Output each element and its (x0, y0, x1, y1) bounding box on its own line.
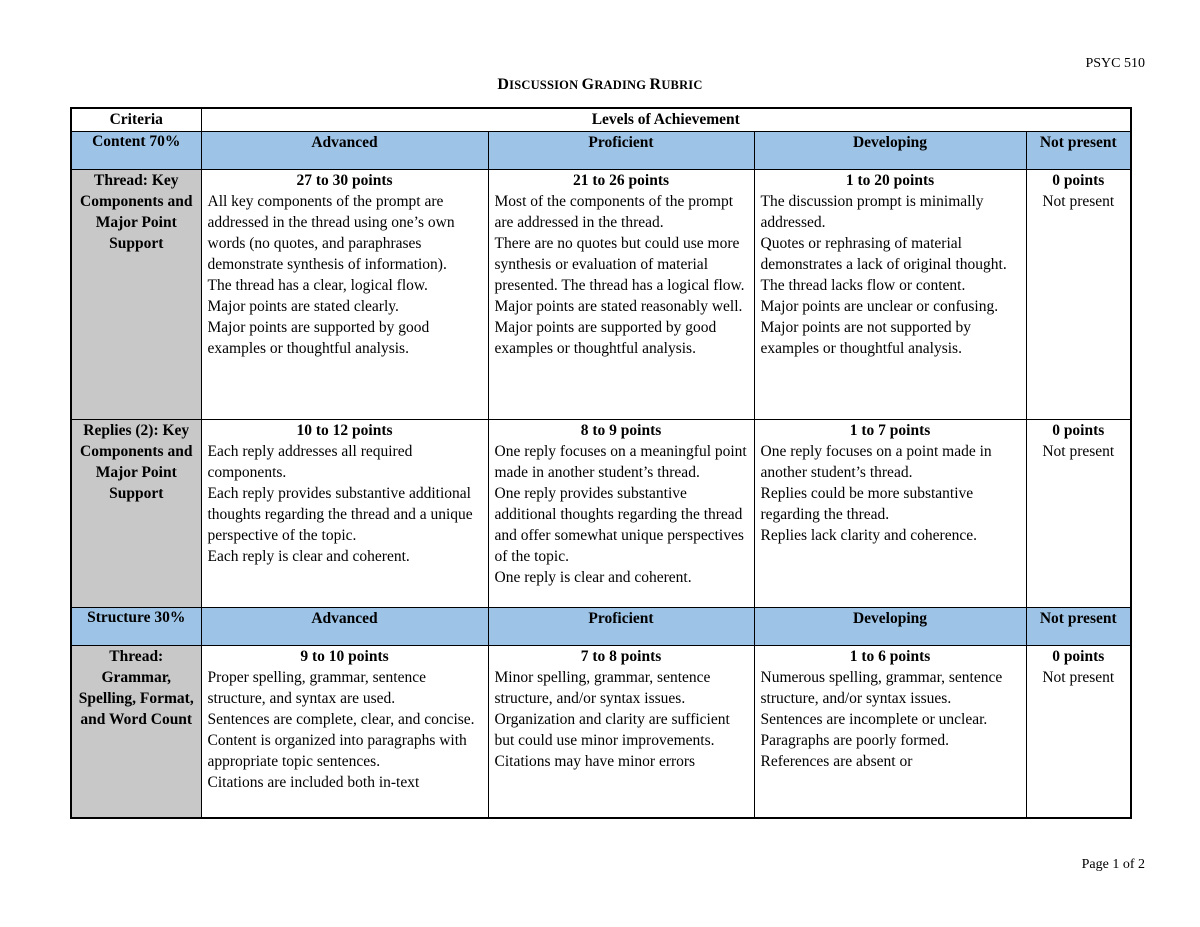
descriptor-line: Most of the components of the prompt are addressed in the thread. (494, 193, 733, 231)
points-range: 21 to 26 points (572, 172, 670, 189)
level-cell (754, 170, 1026, 420)
descriptor-line: Not present (1042, 443, 1115, 460)
level-cell (488, 646, 754, 818)
descriptor-line: References are absent or (760, 753, 913, 770)
title-part: RADING (594, 78, 650, 92)
criterion-label: Thread: Grammar, Spelling, Format, and Word Count (71, 646, 201, 818)
descriptor-line: Each reply provides substantive additional thoughts regarding the thread and a unique perspective of the topic. (207, 485, 473, 544)
descriptor-line: Replies could be more substantive regarding the thread. (760, 485, 974, 523)
descriptor-line: Replies lack clarity and coherence. (760, 527, 977, 544)
criteria-header: Criteria (71, 108, 201, 132)
level-cell (488, 420, 754, 608)
level-cell (1026, 170, 1131, 420)
descriptor-line: Organization and clarity are sufficient but could use minor improvements. (494, 711, 730, 749)
level-header: Proficient (488, 608, 754, 646)
level-cell (201, 170, 488, 420)
points-range: 0 points (1052, 648, 1105, 665)
descriptor-line: Sentences are complete, clear, and concise. (207, 711, 475, 728)
level-header: Not present (1026, 608, 1131, 646)
descriptor-line: One reply focuses on a point made in another student’s thread. (760, 443, 992, 481)
title-part: R (649, 76, 662, 93)
level-cell (201, 646, 488, 818)
descriptor-line: Each reply is clear and coherent. (207, 548, 410, 565)
descriptor-line: The thread lacks flow or content. (760, 277, 966, 294)
table-header-row (71, 108, 1131, 132)
level-header: Developing (754, 608, 1026, 646)
level-cell (201, 420, 488, 608)
descriptor-line: Minor spelling, grammar, sentence structure, and/or syntax issues. (494, 669, 711, 707)
descriptor-line: Major points are stated clearly. (207, 298, 399, 315)
criterion-label: Thread: Key Components and Major Point Support (71, 170, 201, 420)
descriptor-line: There are no quotes but could use more synthesis or evaluation of material presented. The thread has a logical flow. Major points are stated reasonably well. (494, 235, 745, 315)
level-header: Advanced (201, 608, 488, 646)
level-cell (1026, 420, 1131, 608)
level-header: Advanced (201, 132, 488, 170)
level-cell (754, 646, 1026, 818)
course-code: PSYC 510 (1085, 56, 1145, 71)
descriptor-line: The thread has a clear, logical flow. (207, 277, 428, 294)
criterion-label: Replies (2): Key Components and Major Point Support (71, 420, 201, 608)
points-range: 27 to 30 points (296, 172, 393, 189)
points-range: 8 to 9 points (580, 422, 662, 439)
points-range: 9 to 10 points (300, 648, 389, 665)
descriptor-line: Major points are unclear or confusing. (760, 298, 999, 315)
descriptor-line: Sentences are incomplete or unclear. (760, 711, 988, 728)
points-range: 0 points (1052, 172, 1105, 189)
points-range: 0 points (1052, 422, 1105, 439)
rubric-table (70, 107, 1132, 819)
section-label: Structure 30% (71, 608, 201, 646)
descriptor-line: Citations may have minor errors (494, 753, 696, 770)
descriptor-line: Quotes or rephrasing of material demonstrates a lack of original thought. (760, 235, 1007, 273)
section-label: Content 70% (71, 132, 201, 170)
points-range: 7 to 8 points (580, 648, 662, 665)
title-part: D (497, 76, 510, 93)
descriptor-line: Each reply addresses all required components. (207, 443, 413, 481)
section-level-row (71, 608, 1131, 646)
criterion-row (71, 170, 1131, 420)
descriptor-line: All key components of the prompt are addressed in the thread using one’s own words (no quotes, and paraphrases demonstrate synthesis of information). (207, 193, 455, 273)
criterion-row (71, 646, 1131, 818)
descriptor-line: One reply is clear and coherent. (494, 569, 692, 586)
level-header: Developing (754, 132, 1026, 170)
points-range: 1 to 20 points (845, 172, 935, 189)
descriptor-line: One reply provides substantive additional thoughts regarding the thread and offer somewhat unique perspectives of the topic. (494, 485, 744, 565)
points-range: 1 to 7 points (849, 422, 931, 439)
descriptor-line: Major points are not supported by examples or thoughtful analysis. (760, 319, 972, 357)
descriptor-line: Paragraphs are poorly formed. (760, 732, 950, 749)
descriptor-line: Not present (1042, 669, 1115, 686)
descriptor-line: Major points are supported by good examples or thoughtful analysis. (494, 319, 717, 357)
title-part: UBRIC (661, 78, 703, 92)
points-range: 10 to 12 points (296, 422, 393, 439)
level-cell (488, 170, 754, 420)
descriptor-line: Numerous spelling, grammar, sentence structure, and/or syntax issues. (760, 669, 1003, 707)
level-cell (754, 420, 1026, 608)
descriptor-line: Not present (1042, 193, 1115, 210)
level-header: Not present (1026, 132, 1131, 170)
title-part: ISCUSSION (509, 78, 582, 92)
descriptor-line: Content is organized into paragraphs with appropriate topic sentences. (207, 732, 467, 770)
level-header: Proficient (488, 132, 754, 170)
title-part: G (581, 76, 595, 93)
points-range: 1 to 6 points (849, 648, 931, 665)
page-number: Page 1 of 2 (1081, 857, 1145, 872)
document-title (0, 76, 1200, 94)
level-cell (1026, 646, 1131, 818)
descriptor-line: Citations are included both in-text (207, 774, 420, 791)
descriptor-line: Major points are supported by good examples or thoughtful analysis. (207, 319, 430, 357)
descriptor-line: One reply focuses on a meaningful point made in another student’s thread. (494, 443, 747, 481)
section-level-row (71, 132, 1131, 170)
criterion-row (71, 420, 1131, 608)
descriptor-line: The discussion prompt is minimally addressed. (760, 193, 984, 231)
levels-header: Levels of Achievement (201, 108, 1131, 132)
descriptor-line: Proper spelling, grammar, sentence structure, and syntax are used. (207, 669, 426, 707)
